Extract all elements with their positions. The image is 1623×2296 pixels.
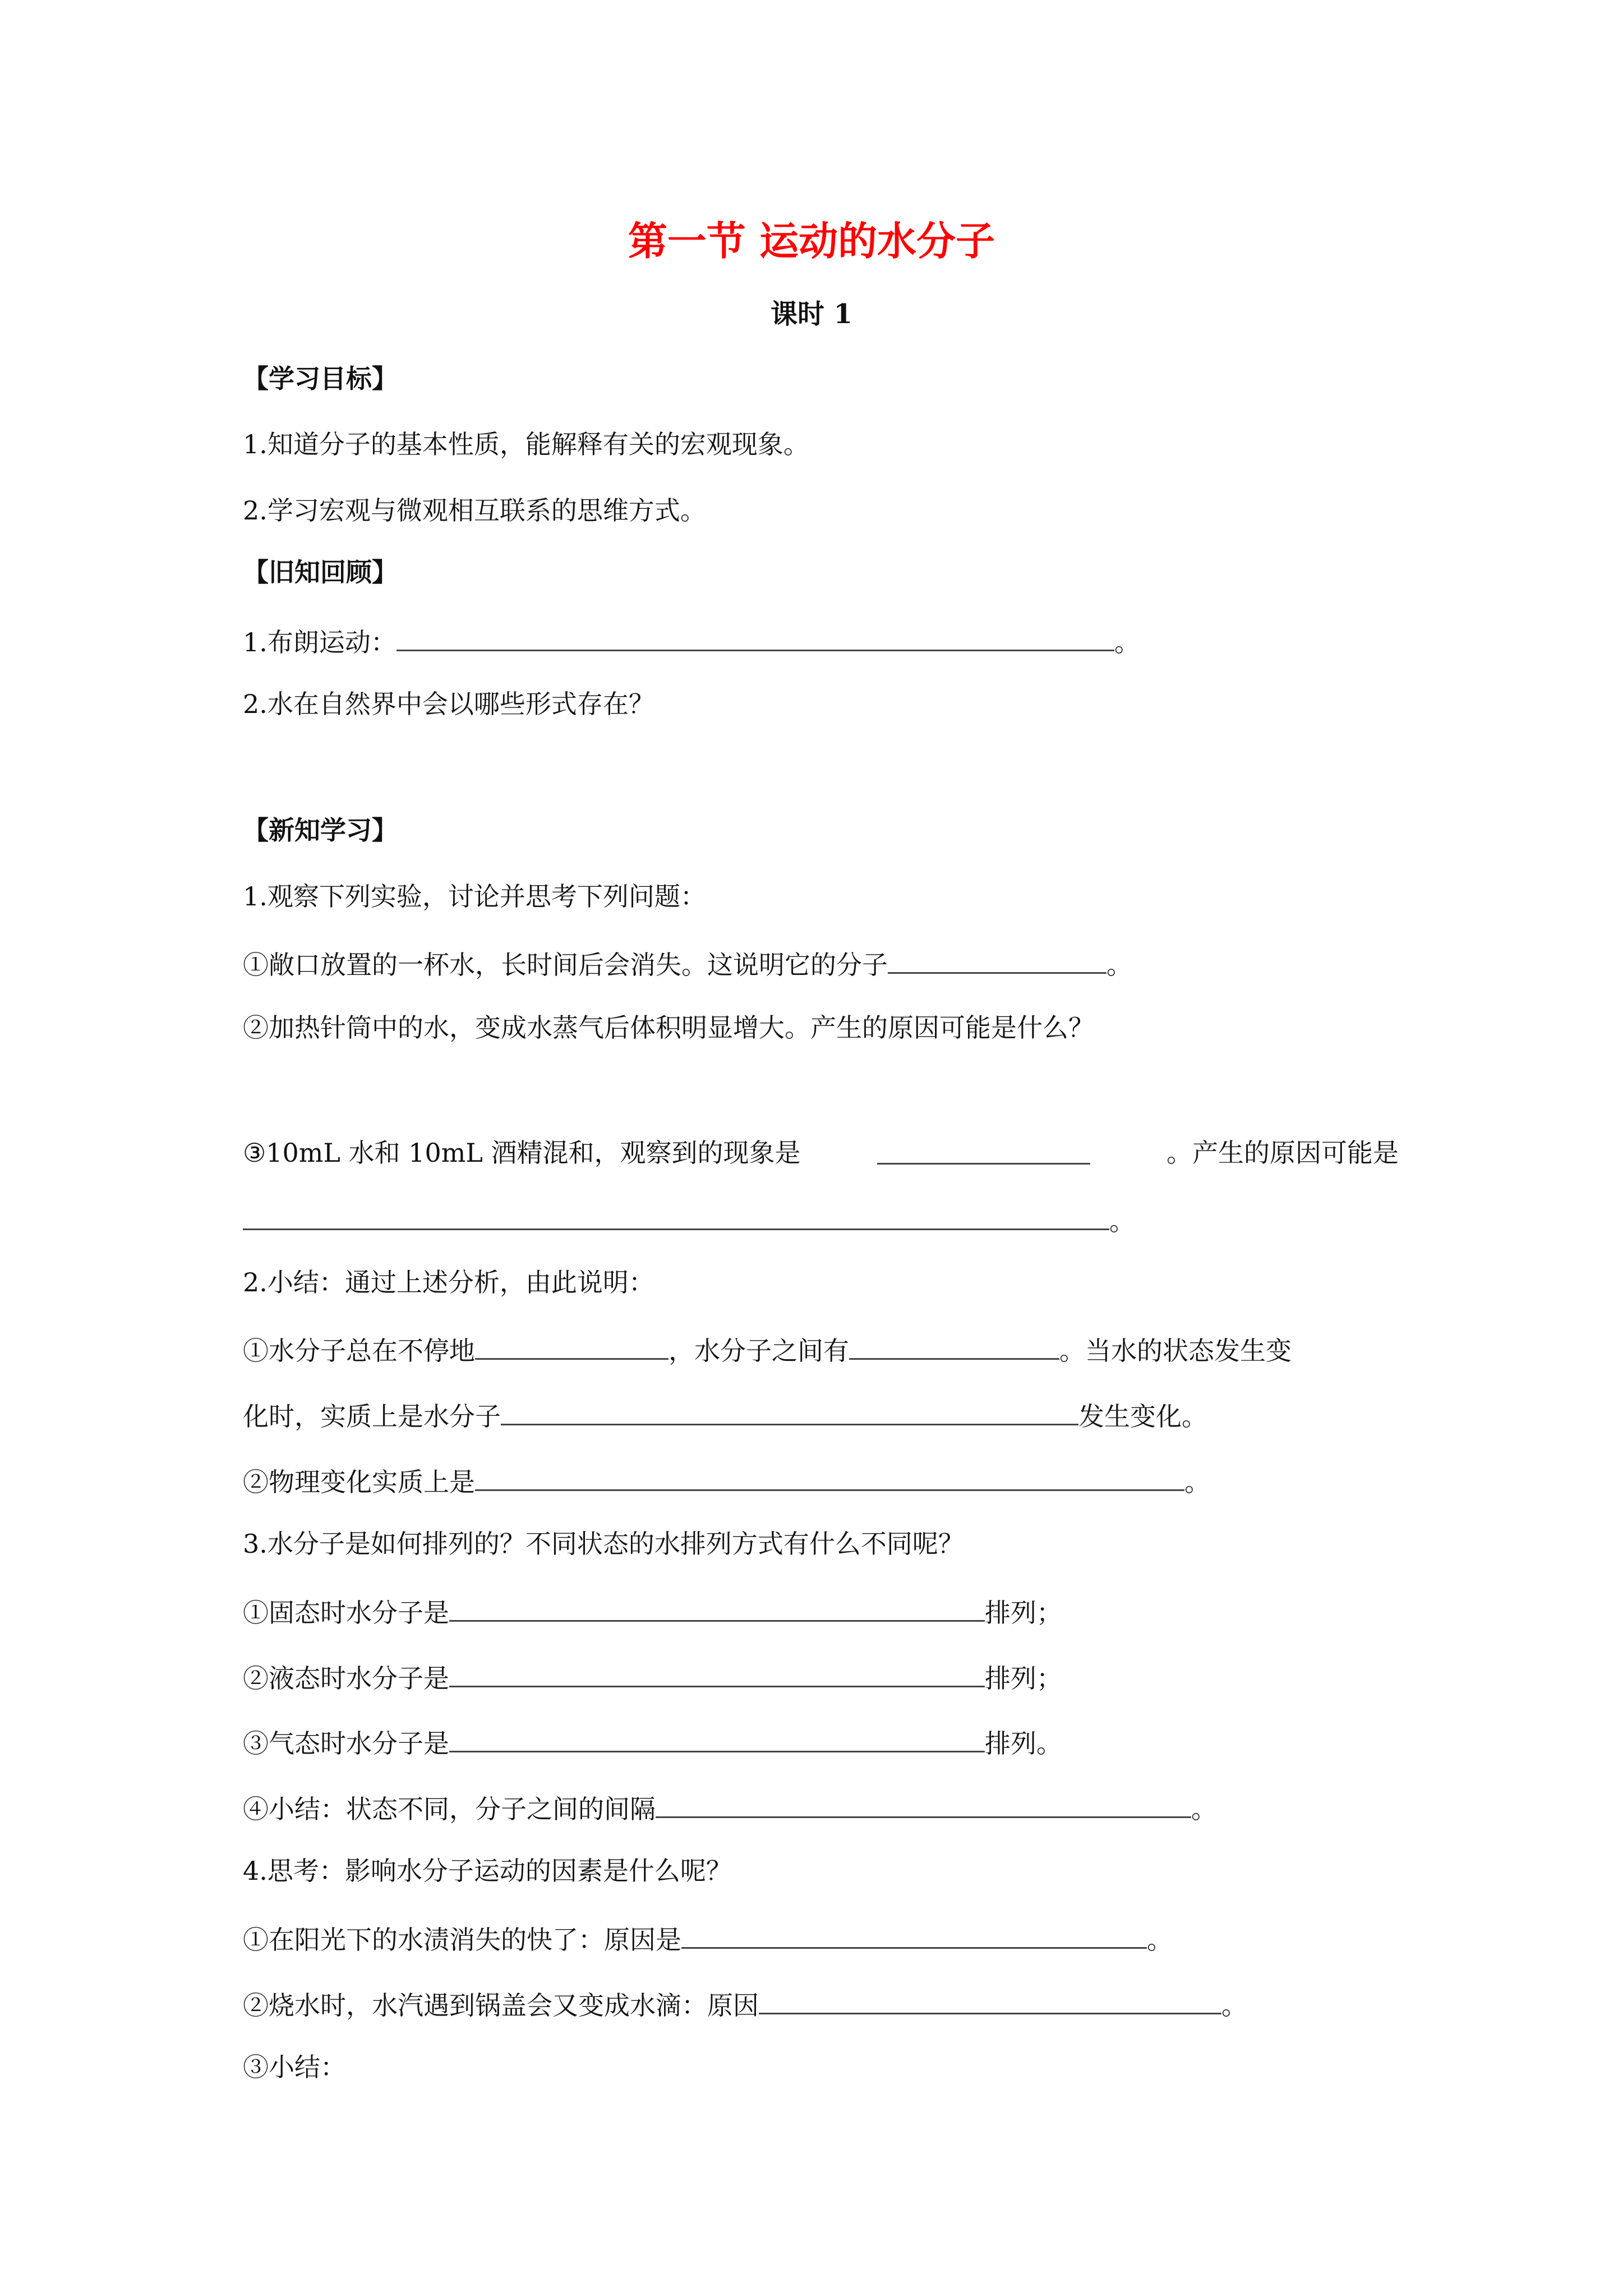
new-q2-a-prefix: ①水分子总在不停地 [243,1336,475,1366]
new-q3-intro: 3.水分子是如何排列的？不同状态的水排列方式有什么不同呢？ [243,1529,964,1559]
new-q4-b-suffix: 。 [1221,1990,1247,2021]
new-q2-b-prefix: ②物理变化实质上是 [243,1467,475,1497]
answer-blank[interactable] [475,1331,668,1360]
new-q2-a2-prefix: 化时，实质上是水分子 [243,1401,501,1432]
goal-item-2: 2.学习宏观与微观相互联系的思维方式。 [243,495,706,526]
answer-blank[interactable] [656,1789,1191,1818]
page-title: 第一节 运动的水分子 [628,218,995,264]
goal-item-1: 1.知道分子的基本性质，能解释有关的宏观现象。 [243,429,809,459]
new-q1-c-prefix: ③10mL 水和 10mL 酒精混和，观察到的现象是 [243,1138,801,1168]
review-heading: 【旧知回顾】 [243,557,398,587]
answer-blank[interactable] [759,1986,1221,2014]
new-q4-a-suffix: 。 [1147,1925,1173,1955]
new-q4-c: ③小结： [243,2052,346,2082]
new-q1-b: ②加热针筒中的水，变成水蒸气后体积明显增大。产生的原因可能是什么？ [243,1013,1094,1043]
answer-blank[interactable] [888,945,1106,974]
answer-blank[interactable] [449,1659,985,1687]
new-q2-b [243,1462,1399,1499]
answer-blank[interactable] [449,1724,985,1752]
new-q2-a2-suffix: 发生变化。 [1078,1401,1207,1432]
answer-blank[interactable] [475,1462,1184,1491]
new-q3-c-suffix: 排列。 [985,1728,1062,1759]
new-q1-a [243,945,1399,982]
review-q1-prefix: 1.布朗运动： [243,627,396,657]
new-q2-b-suffix: 。 [1184,1467,1210,1497]
new-q4-b [243,1986,1399,2022]
new-q2-intro: 2.小结：通过上述分析，由此说明： [243,1267,654,1297]
new-q3-b-prefix: ②液态时水分子是 [243,1663,449,1694]
new-q3-d [243,1789,1399,1826]
new-q3-a [243,1593,1399,1630]
answer-blank[interactable] [449,1593,985,1622]
new-q1-c-mid: 。产生的原因可能是 [1166,1138,1399,1168]
new-q1-c [243,1136,1399,1170]
new-q2-a-mid: ，水分子之间有 [668,1336,849,1366]
answer-blank[interactable] [681,1920,1147,1949]
answer-blank[interactable] [396,623,1114,651]
answer-blank[interactable] [243,1202,1109,1230]
new-q1-c-cont [243,1202,1399,1238]
new-q3-a-suffix: 排列； [985,1598,1062,1628]
answer-blank[interactable] [849,1331,1059,1360]
new-q4-a-prefix: ①在阳光下的水渍消失的快了：原因是 [243,1925,681,1955]
new-q3-b-suffix: 排列； [985,1663,1062,1694]
review-q2: 2.水在自然界中会以哪些形式存在？ [243,689,654,719]
new-q1-intro: 1.观察下列实验，讨论并思考下列问题： [243,881,706,912]
review-q1-suffix: 。 [1114,627,1140,657]
new-q3-c [243,1724,1399,1760]
new-q4-intro: 4.思考：影响水分子运动的因素是什么呢？ [243,1856,732,1886]
new-heading: 【新知学习】 [243,815,398,845]
new-q2-a [243,1331,1399,1368]
new-q1-c-suffix: 。 [1109,1206,1135,1236]
new-q2-a2 [243,1397,1399,1433]
answer-blank[interactable] [877,1136,1090,1165]
new-q1-a-suffix: 。 [1106,950,1132,980]
new-q3-d-suffix: 。 [1191,1794,1217,1824]
review-q1 [243,623,1399,659]
new-q3-b [243,1659,1399,1695]
new-q2-a-suffix: 。当水的状态发生变 [1059,1336,1292,1366]
new-q4-a [243,1920,1399,1957]
new-q4-b-prefix: ②烧水时，水汽遇到锅盖会又变成水滴：原因 [243,1990,759,2021]
new-q3-c-prefix: ③气态时水分子是 [243,1728,449,1759]
new-q1-a-prefix: ①敞口放置的一杯水，长时间后会消失。这说明它的分子 [243,950,888,980]
goals-heading: 【学习目标】 [243,364,398,394]
new-q3-a-prefix: ①固态时水分子是 [243,1598,449,1628]
new-q3-d-prefix: ④小结：状态不同，分子之间的间隔 [243,1794,656,1824]
lesson-subtitle: 课时 1 [770,298,853,330]
answer-blank[interactable] [501,1397,1078,1425]
